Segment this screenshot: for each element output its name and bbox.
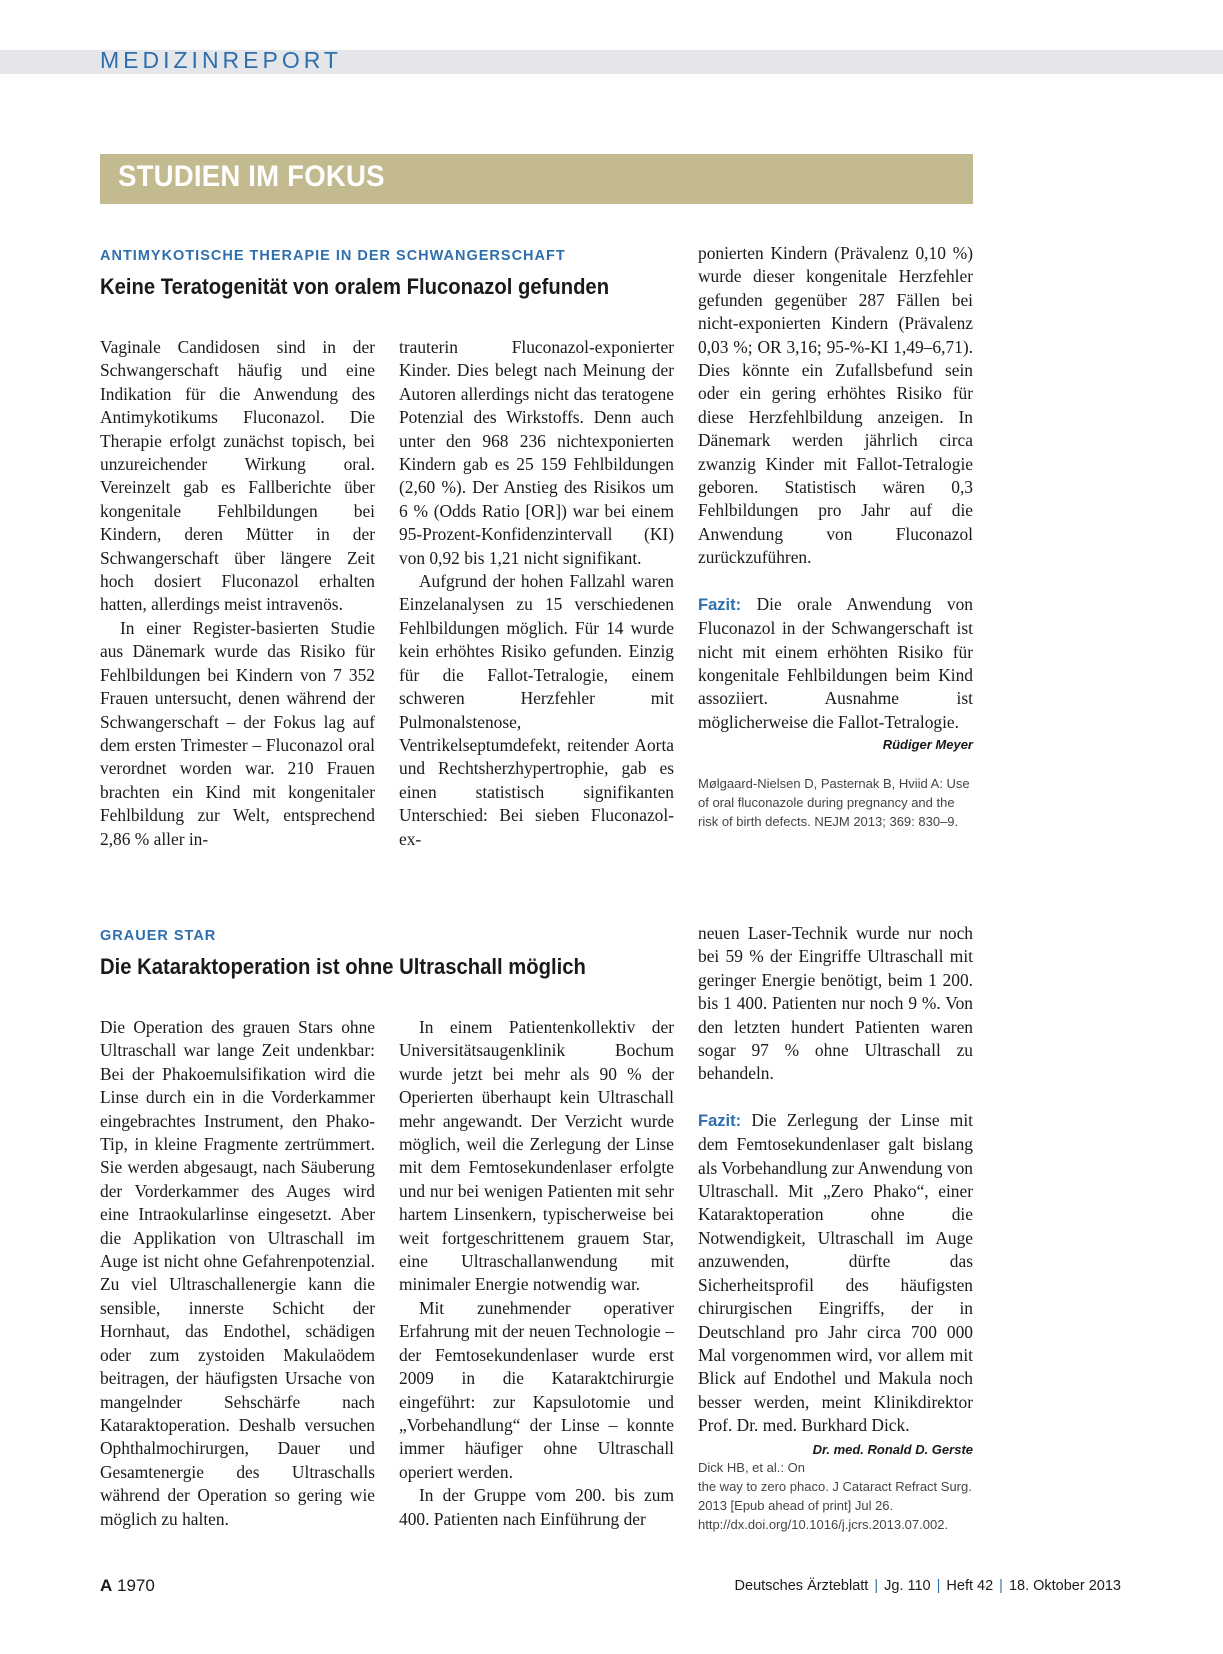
journal-date: 18. Oktober 2013 xyxy=(1008,1578,1121,1594)
article1-column-3 xyxy=(698,242,973,831)
article2-headline: Die Kataraktoperation ist ohne Ultraschall möglich xyxy=(100,954,586,979)
article1-paragraph: In einer Register-basierten Studie aus Dänemark wurde das Risiko für Fehlbildungen bei Kindern von 7 352 Frauen untersucht, denen während der Schwangerschaft – der Fokus lag auf dem ersten Trimester – Fluconazol oral verordnet worden war. 210 Frauen brachten ein Kind mit kongenitaler Fehlbildung zur Welt, entsprechend 2,86 % aller in- xyxy=(100,617,375,849)
article2-column-2 xyxy=(399,1016,674,1531)
fazit-text: Die orale Anwendung von Fluconazol in der Schwangerschaft ist nicht mit einem erhöhten Risiko für kongenitale Fehlbildungen beim Kind assoziiert. Ausnahme ist möglicherweise die Fallot-Tetralogie. xyxy=(698,593,973,732)
section-label: MEDIZINREPORT xyxy=(100,47,342,73)
journal-issue: Heft 42 xyxy=(946,1578,994,1594)
article2-kicker: GRAUER STAR xyxy=(100,928,217,944)
article1-reference: Mølgaard-Nielsen D, Pasternak B, Hviid A: Use of oral fluconazole during pregnancy and the risk of birth defects. NEJM 2013; 369: 830–9. xyxy=(698,776,970,830)
article2-column-3 xyxy=(698,922,973,1534)
article2-paragraph: Die Operation des grauen Stars ohne Ultraschall war lange Zeit undenkbar: Bei der Phakoemulsifikation wird die Linse durch ein in die Vorderkammer eingebrachtes Instrument, den Phako-Tip, in kleine Fragmente zertrümmert. Sie werden abgesaugt, nach Säuberung der Vorderkammer des Auges wird eine Intraokularlinse eingesetzt. Aber die Applikation von Ultraschall im Auge ist nicht ohne Gefahrenpotenzial. Zu viel Ultraschallenergie kann die sensible, innerste Schicht der Hornhaut, das Endothel, schädigen oder zum zystoiden Makulaödem beitragen, der häufigsten Ursache von mangelnder Sehschärfe nach Kataraktoperation. Deshalb versuchen Ophthalmochirurgen, Dauer und Gesamtenergie des Ultraschalls während der Operation so gering wie möglich zu halten. xyxy=(100,1017,375,1529)
article1-paragraph: Vaginale Candidosen sind in der Schwangerschaft häufig und eine Indikation für die Anwendung des Antimykotikums Fluconazol. Die Therapie erfolgt zunächst topisch, bei unzureichender Wirkung oral. Vereinzelt gab es Fallberichte über kongenitale Fehlbildungen bei Kindern, deren Mütter in der Schwangerschaft über längere Zeit hoch dosiert Fluconazol erhalten hatten, allerdings meist intravenös. xyxy=(100,337,375,615)
publication-info: Deutsches Ärzteblatt | Jg. 110 | Heft 42 | 18. Oktober 2013 xyxy=(734,1578,1121,1594)
article1-paragraph: trauterin Fluconazol-exponierter Kinder. Dies belegt nach Meinung der Autoren allerdings nicht das teratogene Potenzial des Wirkstoffs. Denn auch unter den 968 236 nichtexponierten Kindern gab es 25 159 Fehlbildungen (2,60 %). Der Anstieg des Risikos um 6 % (Odds Ratio [OR]) war bei einem 95-Prozent-Konfidenzintervall (KI) von 0,92 bis 1,21 nicht signifikant. xyxy=(399,337,674,568)
article2-paragraph: In der Gruppe vom 200. bis zum 400. Patienten nach Einführung der xyxy=(399,1485,674,1529)
fazit-label: Fazit: xyxy=(698,1111,742,1130)
journal-volume: Jg. 110 xyxy=(884,1578,931,1594)
article2-paragraph: neuen Laser-Technik wurde nur noch bei 59 % der Eingriffe Ultraschall mit geringer Energie benötigt, beim 1 200. bis 1 400. Patienten nur noch 9 %. Von den letzten hundert Patienten waren sogar 97 % ohne Ultraschall zu behandeln. xyxy=(698,923,973,1084)
article1-headline: Keine Teratogenität von oralem Fluconazol gefunden xyxy=(100,274,610,299)
article2-reference: Dick HB, et al.: On the way to zero phaco. J Cataract Refract Surg. 2013 [Epub ahead of print] Jul 26. http://dx.doi.org/10.1016/j.jcrs.2013.07.002. xyxy=(698,1459,972,1532)
page-prefix: A xyxy=(100,1576,113,1595)
article1-column-1 xyxy=(100,336,375,851)
article2-paragraph: In einem Patientenkollektiv der Universitätsaugenklinik Bochum wurde jetzt bei mehr als 90 % der Operierten überhaupt kein Ultraschall mehr angewandt. Der Verzicht wurde möglich, weil die Zerlegung der Linse mit dem Femtosekundenlaser erfolgte und nur bei wenigen Patienten mit sehr hartem Linsenkern, typischerweise bei weit fortgeschrittenem grauem Star, eine Ultraschallanwendung mit minimaler Energie notwendig war. xyxy=(399,1017,674,1295)
article2-author: Dr. med. Ronald D. Gerste xyxy=(812,1441,973,1457)
page-number xyxy=(100,1576,155,1596)
article1-column-2 xyxy=(399,336,674,851)
page-number-value: 1970 xyxy=(117,1576,155,1595)
fazit-text: Die Zerlegung der Linse mit dem Femtosekundenlaser galt bislang als Vorbehandlung zur Anwendung von Ultraschall. Mit „Zero Phako“, einer Kataraktoperation ohne die Notwendigkeit, Ultraschall im Auge anzuwenden, dürfte das Sicherheitsprofil des häufigsten chirurgischen Eingriffs, der in Deutschland pro Jahr circa 700 000 Mal vorgenommen wird, vor allem mit Blick auf Endothel und Makula noch besser werden, meint Klinikdirektor Prof. Dr. med. Burkhard Dick. xyxy=(698,1109,973,1436)
article1-author: Rüdiger Meyer xyxy=(882,737,973,753)
article2-paragraph: Mit zunehmender operativer Erfahrung mit der neuen Technologie – der Femtosekundenlaser wurde erst 2009 in die Kataraktchirurgie eingeführt: zur Kapsulotomie und „Vorbehandlung“ der Linse – konnte immer häufiger ohne Ultraschall operiert werden. xyxy=(399,1297,674,1482)
focus-banner xyxy=(100,154,973,204)
article1-fazit xyxy=(698,593,973,734)
journal-name: Deutsches Ärzteblatt xyxy=(734,1578,869,1594)
article2-column-1 xyxy=(100,1016,375,1531)
article1-kicker: ANTIMYKOTISCHE THERAPIE IN DER SCHWANGERSCHAFT xyxy=(100,248,566,264)
article1-paragraph: Aufgrund der hohen Fallzahl waren Einzelanalysen zu 15 verschiedenen Fehlbildungen möglich. Für 14 wurde kein erhöhtes Risiko gefunden. Einzig für die Fallot-Tetralogie, einem schweren Herzfehler mit Pulmonalstenose, Ventrikelseptumdefekt, reitender Aorta und Rechtsherzhypertrophie, gab es einen statistisch signifikanten Unterschied: Bei sieben Fluconazol-ex- xyxy=(399,571,674,849)
article1-paragraph: ponierten Kindern (Prävalenz 0,10 %) wurde dieser kongenitale Herzfehler gefunden gegenüber 287 Fällen bei nicht-exponierten Kindern (Prävalenz 0,03 %; OR 3,16; 95-%-KI 1,49–6,71). Dies könnte ein Zufallsbefund sein oder ein gering erhöhtes Risiko für diese Herzfehlbildung anzeigen. In Dänemark werden jährlich circa zwanzig Kinder mit Fallot-Tetralogie geboren. Statistisch wären 0,3 Fehlbildungen pro Jahr auf die Anwendung von Fluconazol zurückzuführen. xyxy=(698,243,973,568)
article2-fazit xyxy=(698,1109,973,1457)
banner-title: STUDIEN IM FOKUS xyxy=(118,160,385,193)
fazit-label: Fazit: xyxy=(698,595,742,614)
